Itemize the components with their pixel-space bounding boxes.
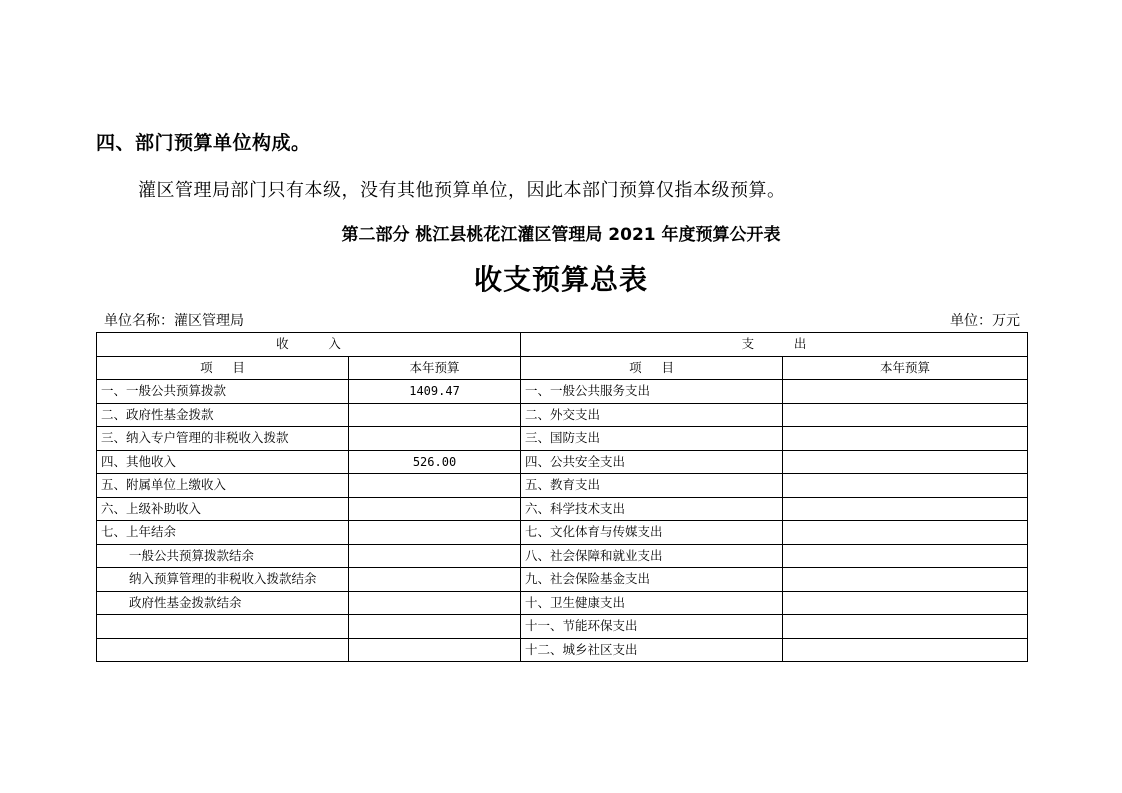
expense-value-cell [783, 497, 1028, 521]
expense-value-cell [783, 591, 1028, 615]
table-group-header-row [97, 333, 1028, 357]
income-item-cell: 四、其他收入 [97, 450, 349, 474]
unit-name-label: 单位名称：灌区管理局 [104, 313, 244, 329]
expense-item-cell: 三、国防支出 [521, 427, 783, 451]
table-title: 收支预算总表 [473, 263, 648, 296]
income-budget-header: 本年预算 [349, 356, 521, 380]
expense-value-cell [783, 544, 1028, 568]
income-item-cell: 二、政府性基金拨款 [97, 403, 349, 427]
part-title: 第二部分 桃江县桃花江灌区管理局 2021 年度预算公开表 [341, 225, 781, 245]
expense-item-header: 项 目 [521, 356, 783, 380]
income-item-cell: 一、一般公共预算拨款 [97, 380, 349, 404]
income-value-cell [349, 568, 521, 592]
expense-value-cell [783, 568, 1028, 592]
income-item-cell: 纳入预算管理的非税收入拨款结余 [97, 568, 349, 592]
income-item-cell: 三、纳入专户管理的非税收入拨款 [97, 427, 349, 451]
expense-value-cell [783, 450, 1028, 474]
income-value-cell [349, 591, 521, 615]
table-row [97, 497, 1028, 521]
table-row [97, 568, 1028, 592]
expense-value-cell [783, 380, 1028, 404]
income-header: 收 入 [97, 333, 521, 357]
expense-item-cell: 七、文化体育与传媒支出 [521, 521, 783, 545]
income-value-cell [349, 638, 521, 662]
table-row [97, 591, 1028, 615]
expense-value-cell [783, 521, 1028, 545]
unit-measure-label: 单位：万元 [950, 313, 1020, 329]
expense-item-cell: 一、一般公共服务支出 [521, 380, 783, 404]
income-item-cell [97, 638, 349, 662]
income-value-cell [349, 521, 521, 545]
expense-item-cell: 十一、节能环保支出 [521, 615, 783, 639]
income-item-header: 项 目 [97, 356, 349, 380]
income-value-cell: 526.00 [349, 450, 521, 474]
income-item-cell: 六、上级补助收入 [97, 497, 349, 521]
table-row [97, 450, 1028, 474]
income-item-cell: 一般公共预算拨款结余 [97, 544, 349, 568]
table-row [97, 427, 1028, 451]
income-value-cell [349, 474, 521, 498]
income-value-cell [349, 427, 521, 451]
income-value-cell [349, 544, 521, 568]
expense-value-cell [783, 638, 1028, 662]
expense-item-cell: 六、科学技术支出 [521, 497, 783, 521]
expense-value-cell [783, 615, 1028, 639]
table-row [97, 403, 1028, 427]
expense-value-cell [783, 474, 1028, 498]
section-heading: 四、部门预算单位构成。 [96, 132, 311, 154]
expense-item-cell: 二、外交支出 [521, 403, 783, 427]
expense-value-cell [783, 403, 1028, 427]
expense-item-cell: 十、卫生健康支出 [521, 591, 783, 615]
income-item-cell [97, 615, 349, 639]
income-item-cell: 七、上年结余 [97, 521, 349, 545]
income-item-cell: 政府性基金拨款结余 [97, 591, 349, 615]
expense-item-cell: 九、社会保险基金支出 [521, 568, 783, 592]
table-row [97, 615, 1028, 639]
expense-budget-header: 本年预算 [783, 356, 1028, 380]
body-paragraph: 灌区管理局部门只有本级，没有其他预算单位，因此本部门预算仅指本级预算。 [138, 180, 786, 201]
income-item-cell: 五、附属单位上缴收入 [97, 474, 349, 498]
expense-item-cell: 五、教育支出 [521, 474, 783, 498]
table-row [97, 544, 1028, 568]
table-row [97, 474, 1028, 498]
table-row [97, 638, 1028, 662]
expense-value-cell [783, 427, 1028, 451]
income-value-cell [349, 403, 521, 427]
expense-item-cell: 四、公共安全支出 [521, 450, 783, 474]
table-row [97, 380, 1028, 404]
income-value-cell [349, 497, 521, 521]
table-column-header-row [97, 356, 1028, 380]
income-value-cell: 1409.47 [349, 380, 521, 404]
income-value-cell [349, 615, 521, 639]
expense-item-cell: 八、社会保障和就业支出 [521, 544, 783, 568]
expense-item-cell: 十二、城乡社区支出 [521, 638, 783, 662]
expense-header: 支 出 [521, 333, 1028, 357]
table-row [97, 521, 1028, 545]
budget-table [96, 332, 1028, 662]
